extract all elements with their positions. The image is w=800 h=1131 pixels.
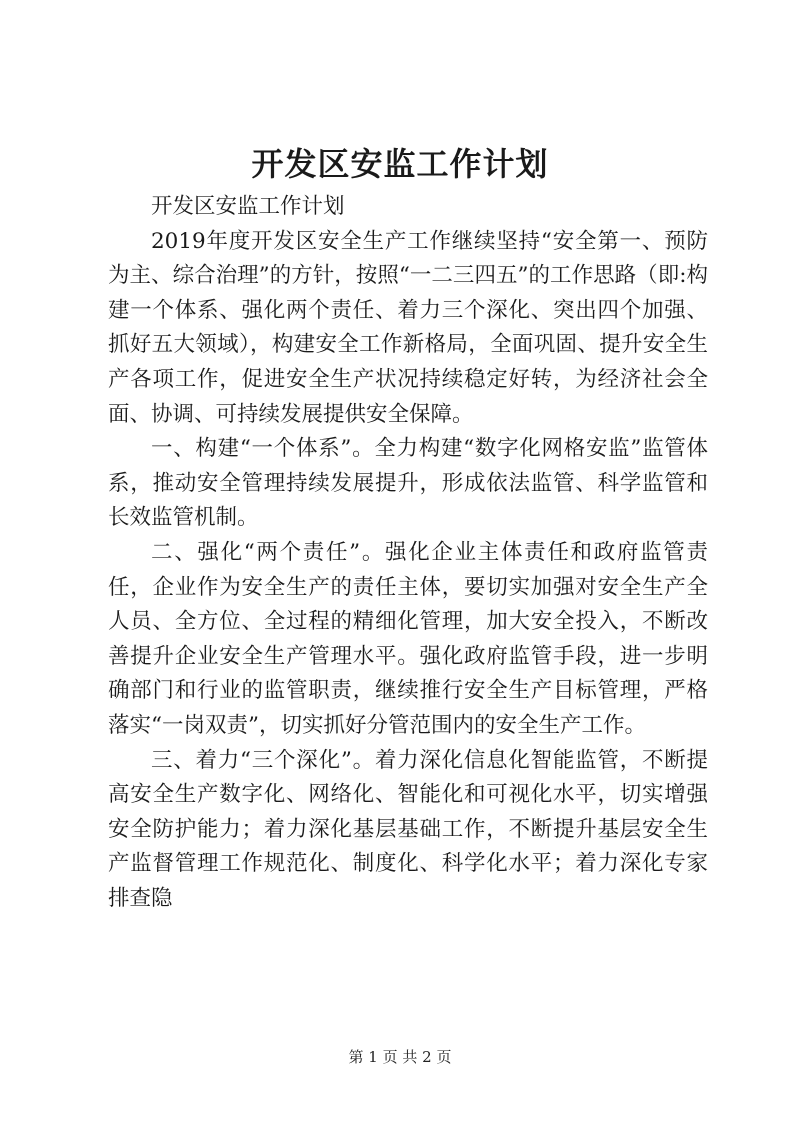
paragraph-section-2: 二、强化“两个责任”。强化企业主体责任和政府监管责任，企业作为安全生产的责任主体，要切实加强对安全生产全人员、全方位、全过程的精细化管理，加大安全投入，不断改善提升企业安全生产管理水平。强化政府监管手段，进一步明确部门和行业的监管职责，继续推行安全生产目标管理，严格落实“一岗双责”，切实抓好分管范围内的安全生产工作。 [108, 539, 708, 738]
paragraph-subtitle: 开发区安监工作计划 [151, 194, 345, 219]
document-title: 开发区安监工作计划 [251, 145, 549, 183]
paragraph-section-3: 三、着力“三个深化”。着力深化信息化智能监管，不断提高安全生产数字化、网络化、智能化和可视化水平，切实增强安全防护能力；着力深化基层基础工作，不断提升基层安全生产监督管理工作规范化、制度化、科学化水平；着力深化专家排查隐 [108, 747, 708, 911]
paragraph-section-1: 一、构建“一个体系”。全力构建“数字化网格安监”监管体系，推动安全管理持续发展提升，形成依法监管、科学监管和长效监管机制。 [108, 436, 708, 531]
paragraph-intro: 2019年度开发区安全生产工作继续坚持“安全第一、预防为主、综合治理”的方针，按照“一二三四五”的工作思路（即:构建一个体系、强化两个责任、着力三个深化、突出四个加强、抓好五大领域），构建安全工作新格局，全面巩固、提升安全生产各项工作，促进安全生产状况持续稳定好转，为经济社会全面、协调、可持续发展提供安全保障。 [108, 228, 708, 427]
page-footer: 第 1 页 共 2 页 [348, 1048, 452, 1066]
document-body [108, 190, 708, 916]
